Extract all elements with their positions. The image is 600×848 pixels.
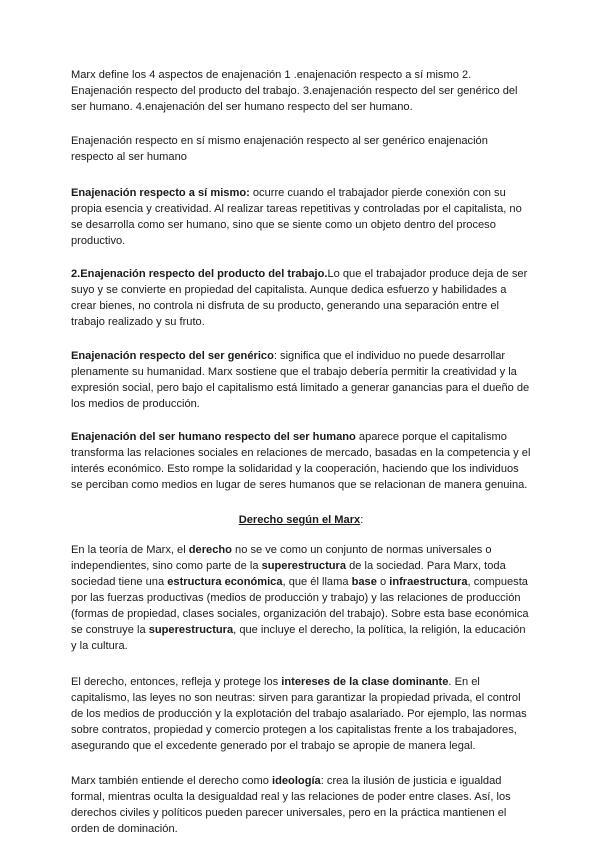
text-run: no se ve como un conjunto de normas universales o independientes, sino como parte de la [71, 544, 492, 572]
text-run: : crea la ilusión de justicia e igualdad formal, mientras oculta la desigualdad real y las relaciones de poder entre clases. Así, los derechos civiles y políticos pueden parecer universales, pero en la práctica mantienen el orden de dominación. [71, 775, 511, 835]
heading-colon: : [360, 514, 364, 526]
intro-paragraph: Marx define los 4 aspectos de enajenación 1 .enajenación respecto a sí mismo 2. Enajenación respecto del producto del trabajo. 3.enajenación respecto del ser genérico del ser humano. 4.enajenación del ser humano respecto del ser humano. [71, 69, 518, 113]
text-run: , compuesta por las fuerzas productivas (medios de producción y trabajo) y las relaciones de producción (formas de propiedad, clases sociales, organización del trabajo). Sobre esta base económica se construye la [71, 576, 529, 636]
section-text: aparece porque el capitalismo transforma las relaciones sociales en relaciones de mercado, basadas en la competencia y el interés económico. Esto rompe la solidaridad y la cooperación, haciendo que los individuos se perciban como medios en lugar de seres humanos que se relacionan de manera genuina. [71, 431, 531, 491]
bold-term: infraestructura [389, 576, 468, 588]
bold-term: intereses de la clase dominante [281, 676, 449, 688]
summary-paragraph: Enajenación respecto en sí mismo enajenación respecto al ser genérico enajenación respecto al ser humano [71, 135, 488, 163]
text-run: de la sociedad. Para Marx, toda sociedad tiene una [71, 560, 506, 588]
section-self-alienation [71, 185, 531, 249]
text-run: El derecho, entonces, refleja y protege los [71, 676, 282, 688]
bold-term: derecho [188, 544, 232, 556]
section-heading [71, 512, 531, 528]
law-interests-paragraph [71, 674, 531, 754]
bold-term: ideología [272, 775, 321, 787]
section-title: Enajenación respecto del producto del trabajo. [80, 268, 328, 280]
bold-term: base [351, 576, 377, 588]
text-run: , que incluye el derecho, la política, la religión, la educación y la cultura. [71, 624, 526, 652]
text-run: , que él llama [282, 576, 352, 588]
section-title: Enajenación del ser humano respecto del ser humano [71, 431, 356, 443]
law-ideology-paragraph [71, 773, 531, 837]
bold-term: superestructura [261, 560, 347, 572]
text-run: o [376, 576, 390, 588]
law-base-paragraph [71, 542, 531, 654]
section-product-alienation [71, 266, 531, 330]
section-species-being-alienation [71, 348, 531, 412]
text-run: . En el capitalismo, las leyes no son neutras: sirven para garantizar la propiedad privada, el control de los medios de producción y la explotación del trabajo asalariado. Por ejemplo, las normas sobre contratos, propiedad y comercio protegen a los capitalistas frente a los trabajadores, asegurando que el excedente generado por el trabajo se apropie de manera legal. [71, 676, 527, 752]
section-number: 2. [71, 268, 81, 280]
section-human-alienation [71, 429, 531, 493]
bold-term: estructura económica [167, 576, 283, 588]
heading-text: Derecho según el Marx [238, 514, 361, 526]
document-page [71, 67, 531, 837]
section-title: Enajenación respecto del ser genérico [71, 350, 274, 362]
section-text: Lo que el trabajador produce deja de ser suyo y se convierte en propiedad del capitalista. Aunque dedica esfuerzo y habilidades a crear bienes, no controla ni disfruta de su producto, generando una separación entre el trabajo realizado y su fruto. [71, 268, 528, 328]
section-text: ocurre cuando el trabajador pierde conexión con su propia esencia y creatividad. Al realizar tareas repetitivas y controladas por el capitalista, no se desarrolla como ser humano, sino que se siente como un objeto dentro del proceso productivo. [71, 187, 522, 247]
section-title: Enajenación respecto a sí mismo: [71, 187, 250, 199]
text-run: Marx también entiende el derecho como [71, 775, 273, 787]
section-text: : significa que el individuo no puede desarrollar plenamente su humanidad. Marx sostiene que el trabajo debería permitir la creatividad y la expresión social, pero bajo el capitalismo está limitado a generar ganancias para el dueño de los medios de producción. [71, 350, 530, 410]
bold-term: superestructura [148, 624, 234, 636]
text-run: En la teoría de Marx, el [71, 544, 189, 556]
